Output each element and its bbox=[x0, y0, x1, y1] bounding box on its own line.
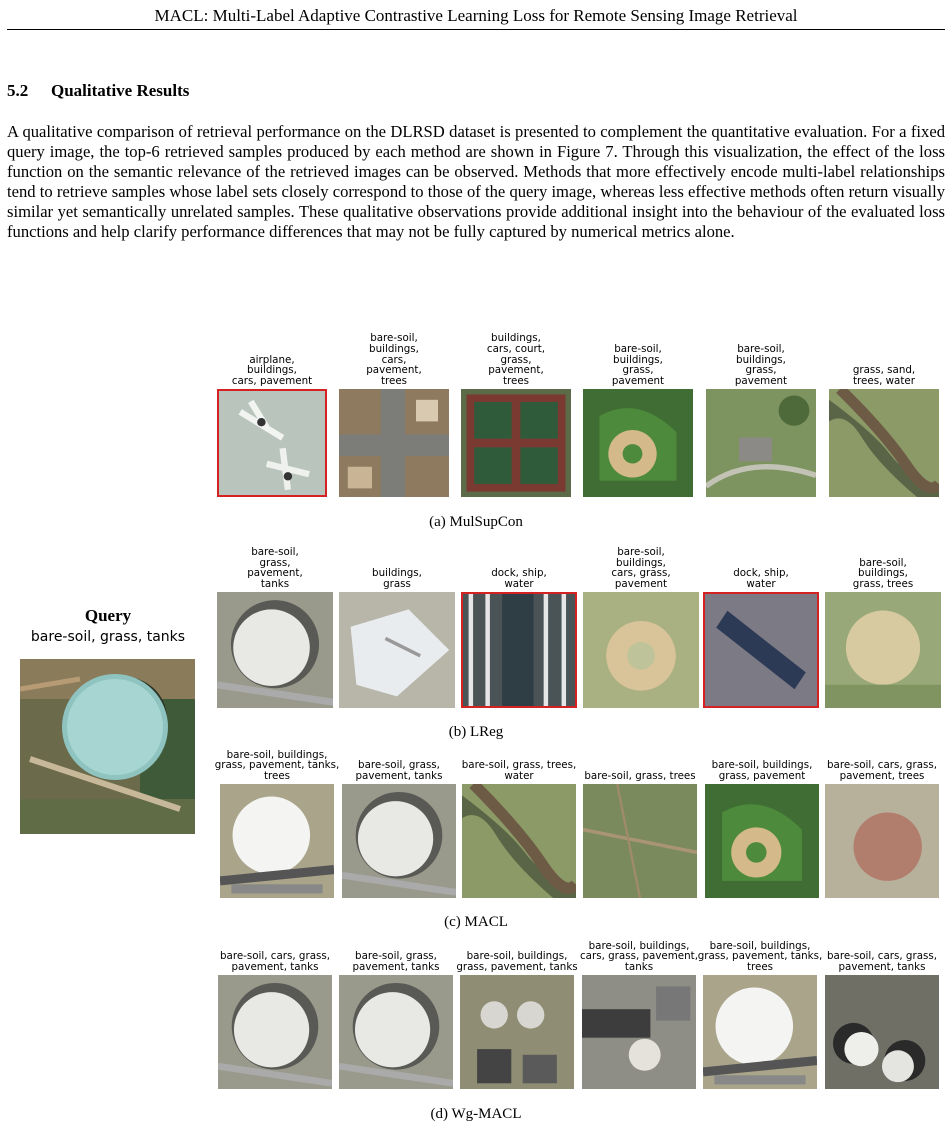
retrieved-image bbox=[220, 784, 334, 898]
retrieved-image bbox=[583, 784, 697, 898]
retrieved-image bbox=[339, 592, 455, 708]
query-title: Query bbox=[84, 606, 132, 625]
subfigure-caption: (b) LReg bbox=[448, 724, 504, 740]
retrieved-image bbox=[461, 592, 577, 708]
retrieved-image-labels: buildings, grass bbox=[372, 567, 422, 591]
retrieved-image-labels: grass, sand, trees, water bbox=[852, 364, 916, 388]
retrieved-image-labels: airplane, buildings, cars, pavement bbox=[231, 353, 313, 388]
retrieved-image bbox=[705, 784, 819, 898]
retrieved-image-labels: bare-soil, cars, grass, pavement, trees bbox=[826, 759, 938, 783]
retrieved-image bbox=[342, 784, 456, 898]
subfigure-caption: (d) Wg-MACL bbox=[430, 1106, 522, 1122]
retrieved-image-labels: bare-soil, grass, trees, water bbox=[461, 759, 577, 783]
retrieved-image bbox=[218, 975, 332, 1089]
retrieved-image bbox=[339, 389, 449, 497]
retrieved-image bbox=[829, 389, 939, 497]
retrieved-image-labels: bare-soil, buildings, cars, grass, pavement, tanks bbox=[580, 939, 698, 974]
body-paragraph: A qualitative comparison of retrieval performance on the DLRSD dataset is presented to complement the quantitative evaluation. For a fixed query image, the top-6 retrieved samples produced by each method are shown in Figure 7. Through this visualization, the effect of the loss function on the semantic relevance of the retrieved images can be observed. Methods that more effectively encode multi-label relationships tend to retrieve samples whose label sets closely correspond to those of the query image, whereas less effective methods often return visually similar yet semantically unrelated samples. These qualitative observations provide additional insight into the behaviour of the evaluated loss functions and help clarify performance differences that may not be fully captured by numerical metrics alone. bbox=[7, 122, 945, 241]
retrieved-image bbox=[217, 592, 333, 708]
retrieved-image-labels: bare-soil, buildings, grass, pavement bbox=[711, 759, 813, 783]
subfigure-caption: (a) MulSupCon bbox=[429, 514, 523, 530]
retrieved-image-labels: bare-soil, buildings, grass, pavement bbox=[734, 342, 788, 388]
section-number: 5.2 bbox=[7, 81, 29, 100]
section-title: Qualitative Results bbox=[51, 81, 190, 100]
retrieved-image bbox=[583, 389, 693, 497]
retrieved-image-labels: bare-soil, grass, pavement, tanks bbox=[247, 545, 303, 591]
retrieved-image-labels: bare-soil, buildings, grass, trees bbox=[852, 556, 914, 591]
query-labels: bare-soil, grass, tanks bbox=[30, 629, 186, 645]
retrieved-image bbox=[460, 975, 574, 1089]
section-heading bbox=[7, 81, 189, 101]
retrieved-image bbox=[703, 975, 817, 1089]
subfigure-caption: (c) MACL bbox=[444, 914, 508, 930]
retrieved-image-labels: bare-soil, buildings, grass, pavement, tanks bbox=[456, 950, 578, 974]
retrieved-image bbox=[583, 592, 699, 708]
retrieved-image-labels: bare-soil, grass, trees bbox=[584, 770, 696, 783]
retrieved-image bbox=[461, 389, 571, 497]
retrieved-image bbox=[582, 975, 696, 1089]
retrieved-image-labels: bare-soil, buildings, cars, grass, pavement bbox=[611, 545, 671, 591]
header-rule bbox=[7, 29, 945, 30]
retrieved-image bbox=[706, 389, 816, 497]
retrieved-image bbox=[217, 389, 327, 497]
retrieved-image bbox=[825, 592, 941, 708]
retrieved-image bbox=[703, 592, 819, 708]
retrieved-image-labels: bare-soil, buildings, cars, pavement, trees bbox=[366, 332, 422, 388]
retrieved-image-labels: bare-soil, cars, grass, pavement, tanks bbox=[826, 950, 938, 974]
retrieved-image-labels: dock, ship, water bbox=[491, 567, 547, 591]
retrieved-image-labels: bare-soil, buildings, grass, pavement, tanks, trees bbox=[214, 748, 340, 783]
retrieved-image-labels: bare-soil, cars, grass, pavement, tanks bbox=[219, 950, 331, 974]
retrieved-image-labels: buildings, cars, court, grass, pavement, trees bbox=[486, 332, 546, 388]
retrieved-image-labels: bare-soil, grass, pavement, tanks bbox=[355, 759, 443, 783]
retrieved-image bbox=[825, 784, 939, 898]
retrieved-image bbox=[462, 784, 576, 898]
running-title: MACL: Multi-Label Adaptive Contrastive Learning Loss for Remote Sensing Image Retrieval bbox=[154, 6, 798, 25]
retrieved-image-labels: bare-soil, buildings, grass, pavement bbox=[611, 342, 665, 388]
retrieved-image-labels: dock, ship, water bbox=[733, 567, 789, 591]
retrieved-image bbox=[825, 975, 939, 1089]
retrieved-image bbox=[339, 975, 453, 1089]
retrieved-image-labels: bare-soil, buildings, grass, pavement, tanks, trees bbox=[697, 939, 823, 974]
query-image bbox=[20, 659, 195, 834]
retrieved-image-labels: bare-soil, grass, pavement, tanks bbox=[352, 950, 440, 974]
